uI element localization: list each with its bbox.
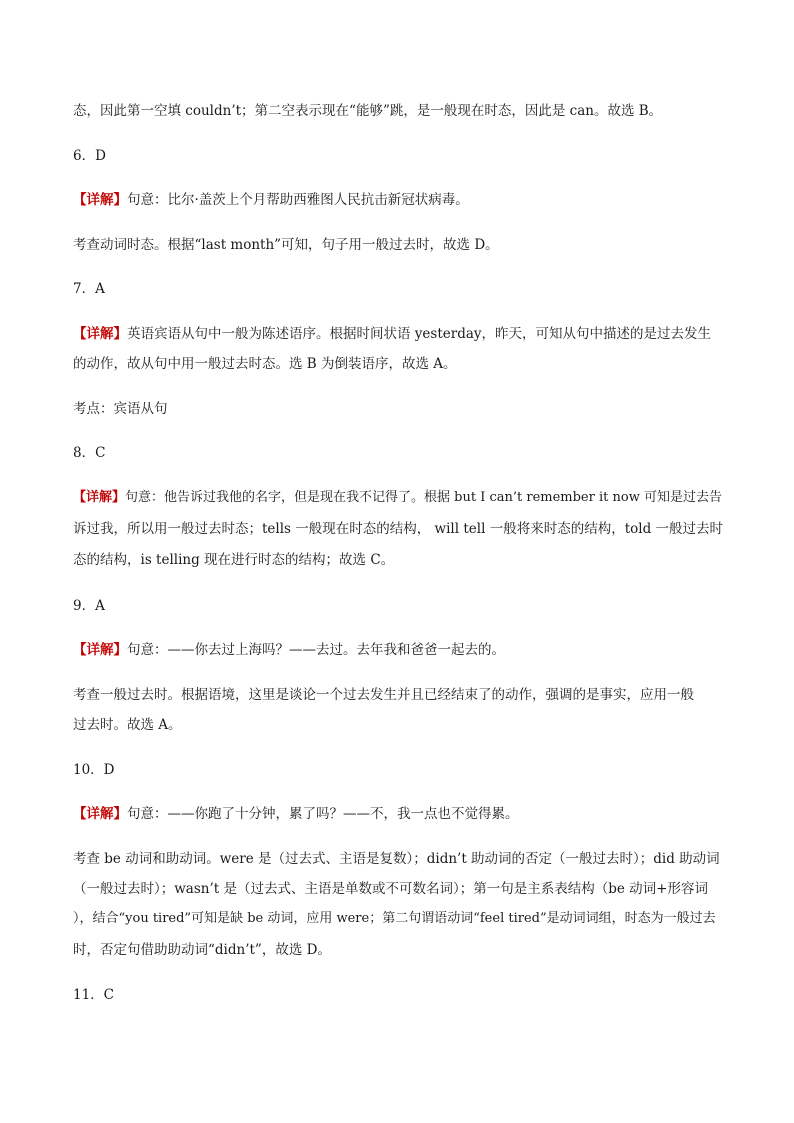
text-line: 态的结构，is telling 现在进行时态的结构；故选 C。 — [73, 552, 395, 568]
text-line: ），结合“you tired”可知是缺 be 动词，应用 were；第二句谓语动词“feel tired”是动词词组，时态为一般过去 — [73, 911, 716, 926]
text-line: 的动作，故从句中用一般过去时态。选 B 为倒装语序，故选 A。 — [73, 356, 457, 372]
answer-8: 8．C — [73, 445, 106, 461]
text-line: 【详解】句意：他告诉过我他的名字，但是现在我不记得了。根据 but I can’t remember it now 可知是过去告 — [73, 490, 722, 505]
detail-tag: 【详解】 — [73, 490, 126, 505]
text-line: 诉过我，所以用一般过去时态；tells 一般现在时态的结构， will tell 一般将来时态的结构，told 一般过去时 — [73, 521, 724, 537]
answer-9: 9．A — [73, 598, 105, 614]
text-line: 过去时。故选 A。 — [73, 717, 182, 733]
text-line: 时，否定句借助助动词“didn’t”，故选 D。 — [73, 942, 331, 958]
text-line: 【详解】英语宾语从句中一般为陈述语序。根据时间状语 yesterday，昨天，可知从句中描述的是过去发生 — [73, 326, 712, 342]
answer-10: 10．D — [73, 762, 115, 778]
text-line: 【详解】句意：——你跑了十分钟，累了吗？——不，我一点也不觉得累。 — [73, 806, 519, 822]
detail-tag: 【详解】 — [73, 326, 127, 342]
text-line: 考查 be 动词和助动词。were 是（过去式、主语是复数）；didn’t 助动词的否定（一般过去时）；did 助动词 — [73, 851, 720, 867]
detail-tag: 【详解】 — [73, 192, 127, 208]
text-line: 考点：宾语从句 — [73, 401, 168, 417]
answer-7: 7．A — [73, 281, 105, 297]
text-line: 【详解】句意：比尔·盖茨上个月帮助西雅图人民抗击新冠状病毒。 — [73, 192, 469, 208]
text-line: 考查一般过去时。根据语境，这里是谈论一个过去发生并且已经结束了的动作，强调的是事实，应用一般 — [73, 687, 694, 703]
text-line: 【详解】句意：——你去过上海吗？——去过。去年我和爸爸一起去的。 — [73, 642, 505, 658]
text-line: （一般过去时）；wasn’t 是（过去式、主语是单数或不可数名词）；第一句是主系表结构（be 动词+形容词 — [73, 881, 708, 897]
answer-6: 6．D — [73, 148, 106, 164]
text-line: 态，因此第一空填 couldn’t；第二空表示现在“能够”跳，是一般现在时态，因此是 can。故选 B。 — [73, 103, 663, 119]
text-line: 考查动词时态。根据“last month”可知，句子用一般过去时，故选 D。 — [73, 237, 499, 253]
detail-tag: 【详解】 — [73, 642, 127, 658]
answer-11: 11．C — [73, 987, 115, 1003]
detail-tag: 【详解】 — [73, 806, 127, 822]
